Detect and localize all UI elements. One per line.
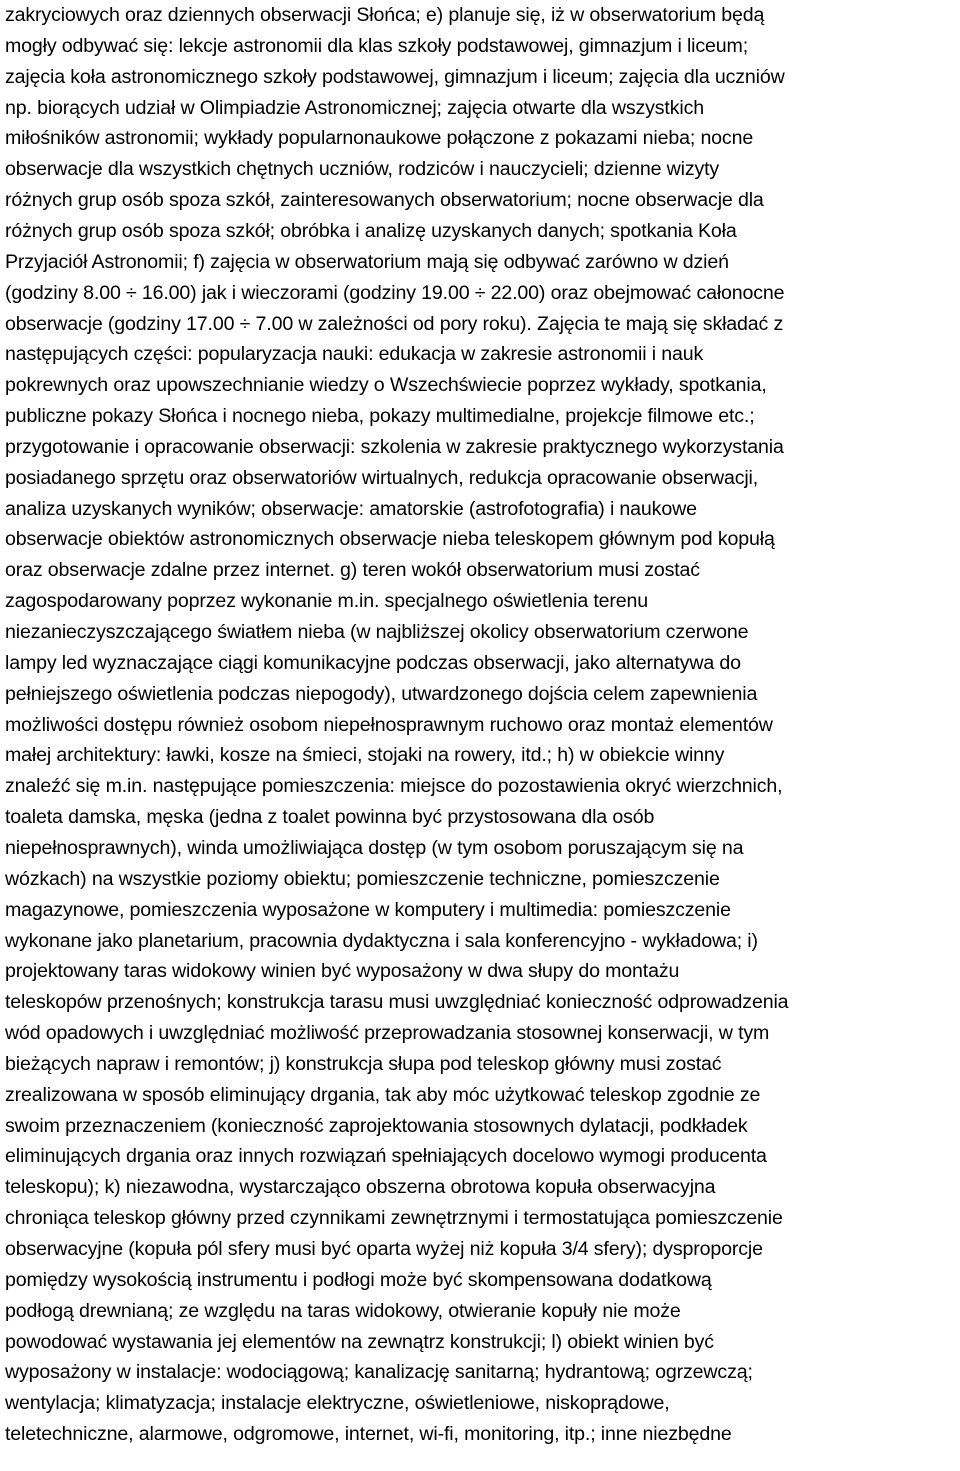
text-line: niezanieczyszczającego światłem nieba (w najbliższej okolicy obserwatorium czerwone: [5, 621, 749, 643]
text-line: oraz obserwacje zdalne przez internet. g) teren wokół obserwatorium musi zostać: [5, 559, 700, 582]
text-line: magazynowe, pomieszczenia wyposażone w komputery i multimedia: pomieszczenie: [5, 898, 731, 921]
text-line: analiza uzyskanych wyników; obserwacje: amatorskie (astrofotografia) i naukowe: [5, 497, 697, 520]
text-line: bieżących napraw i remontów; j) konstrukcja słupa pod teleskop główny musi zostać: [5, 1052, 722, 1075]
text-line: obserwacje obiektów astronomicznych obserwacje nieba teleskopem głównym pod kopułą: [5, 528, 775, 551]
text-line: (godziny 8.00 ÷ 16.00) jak i wieczorami (godziny 19.00 ÷ 22.00) oraz obejmować całonocne: [5, 281, 785, 304]
text-line: projektowany taras widokowy winien być wyposażony w dwa słupy do montażu: [5, 960, 680, 983]
text-line: pomiędzy wysokością instrumentu i podłogi może być skompensowana dodatkową: [5, 1268, 712, 1291]
text-line: obserwacje dla wszystkich chętnych uczniów, rodziców i nauczycieli; dzienne wizyty: [5, 158, 720, 181]
text-line: różnych grup osób spoza szkół, zainteresowanych obserwatorium; nocne obserwacje dla: [5, 189, 764, 212]
text-line: zrealizowana w sposób eliminujący drgania, tak aby móc użytkować teleskop zgodnie ze: [5, 1083, 761, 1106]
text-line: publiczne pokazy Słońca i nocnego nieba, pokazy multimedialne, projekcje filmowe etc.;: [5, 405, 755, 428]
text-line: teleskopów przenośnych; konstrukcja tarasu musi uwzględniać konieczność odprowadzenia: [5, 991, 789, 1014]
text-line: np. biorących udział w Olimpiadzie Astronomicznej; zajęcia otwarte dla wszystkich: [5, 96, 704, 119]
text-line: zajęcia koła astronomicznego szkoły podstawowej, gimnazjum i liceum; zajęcia dla uczniów: [5, 65, 785, 88]
text-line: różnych grup osób spoza szkół; obróbka i analizę uzyskanych danych; spotkania Koła: [5, 219, 737, 242]
text-line: wód opadowych i uwzględniać możliwość przeprowadzania stosownej konserwacji, w tym: [5, 1022, 770, 1045]
text-line: możliwości dostępu również osobom niepełnosprawnym ruchowo oraz montaż elementów: [5, 713, 773, 736]
text-line: teleskopu); k) niezawodna, wystarczająco obszerna obrotowa kopuła obserwacyjna: [5, 1176, 716, 1199]
text-line: Przyjaciół Astronomii; f) zajęcia w obserwatorium mają się odbywać zarówno w dzień: [5, 250, 729, 273]
text-line: znaleźć się m.in. następujące pomieszczenia: miejsce do pozostawienia okryć wierzchnich,: [5, 775, 783, 798]
text-line: lampy led wyznaczające ciągi komunikacyjne podczas obserwacji, jako alternatywa do: [5, 651, 741, 674]
text-line: następujących części: popularyzacja nauki: edukacja w zakresie astronomii i nauk: [5, 343, 704, 366]
text-line: pokrewnych oraz upowszechnianie wiedzy o Wszechświecie poprzez wykłady, spotkania,: [5, 374, 767, 397]
text-line: mogły odbywać się: lekcje astronomii dla klas szkoły podstawowej, gimnazjum i liceum;: [5, 34, 748, 57]
text-line: podłogą drewnianą; ze względu na taras widokowy, otwieranie kopuły nie może: [5, 1299, 681, 1322]
text-line: obserwacyjne (kopuła pól sfery musi być oparta wyżej niż kopuła 3/4 sfery); dysproporcje: [5, 1238, 763, 1260]
text-line: swoim przeznaczeniem (konieczność zaprojektowania stosownych dylatacji, podkładek: [5, 1114, 748, 1137]
text-line: zagospodarowany poprzez wykonanie m.in. specjalnego oświetlenia terenu: [5, 590, 649, 613]
text-line: pełniejszego oświetlenia podczas niepogody), utwardzonego dojścia celem zapewnienia: [5, 682, 758, 705]
text-line: wyposażony w instalacje: wodociągową; kanalizację sanitarną; hydrantową; ogrzewczą;: [5, 1361, 753, 1384]
text-line: zakryciowych oraz dziennych obserwacji Słońca; e) planuje się, iż w obserwatorium będą: [5, 4, 765, 26]
text-line: miłośników astronomii; wykłady popularnonaukowe połączone z pokazami nieba; nocne: [5, 127, 754, 150]
text-line: wentylacja; klimatyzacja; instalacje elektryczne, oświetleniowe, niskoprądowe,: [5, 1392, 670, 1415]
text-line: wózkach) na wszystkie poziomy obiektu; pomieszczenie techniczne, pomieszczenie: [5, 867, 720, 890]
text-line: małej architektury: ławki, kosze na śmieci, stojaki na rowery, itd.; h) w obiekcie winny: [5, 744, 725, 767]
text-line: teletechniczne, alarmowe, odgromowe, internet, wi-fi, monitoring, itp.; inne niezbędne: [5, 1423, 732, 1446]
text-line: posiadanego sprzętu oraz obserwatoriów wirtualnych, redukcja opracowanie obserwacji,: [5, 466, 759, 489]
text-line: obserwacje (godziny 17.00 ÷ 7.00 w zależności od pory roku). Zajęcia te mają się składać z: [5, 312, 784, 335]
text-line: przygotowanie i opracowanie obserwacji: szkolenia w zakresie praktycznego wykorzystania: [5, 435, 784, 458]
text-line: eliminujących drgania oraz innych rozwiązań spełniających docelowo wymogi producenta: [5, 1145, 767, 1168]
text-line: chroniąca teleskop główny przed czynnikami zewnętrznymi i termostatująca pomieszczenie: [5, 1207, 783, 1230]
text-line: powodować wystawania jej elementów na zewnątrz konstrukcji; l) obiekt winien być: [5, 1330, 714, 1353]
text-line: wykonane jako planetarium, pracownia dydaktyczna i sala konferencyjno - wykładowa; i): [5, 929, 758, 952]
text-line: niepełnosprawnych), winda umożliwiająca dostęp (w tym osobom poruszającym się na: [5, 836, 744, 859]
text-line: toaleta damska, męska (jedna z toalet powinna być przystosowana dla osób: [5, 806, 655, 829]
